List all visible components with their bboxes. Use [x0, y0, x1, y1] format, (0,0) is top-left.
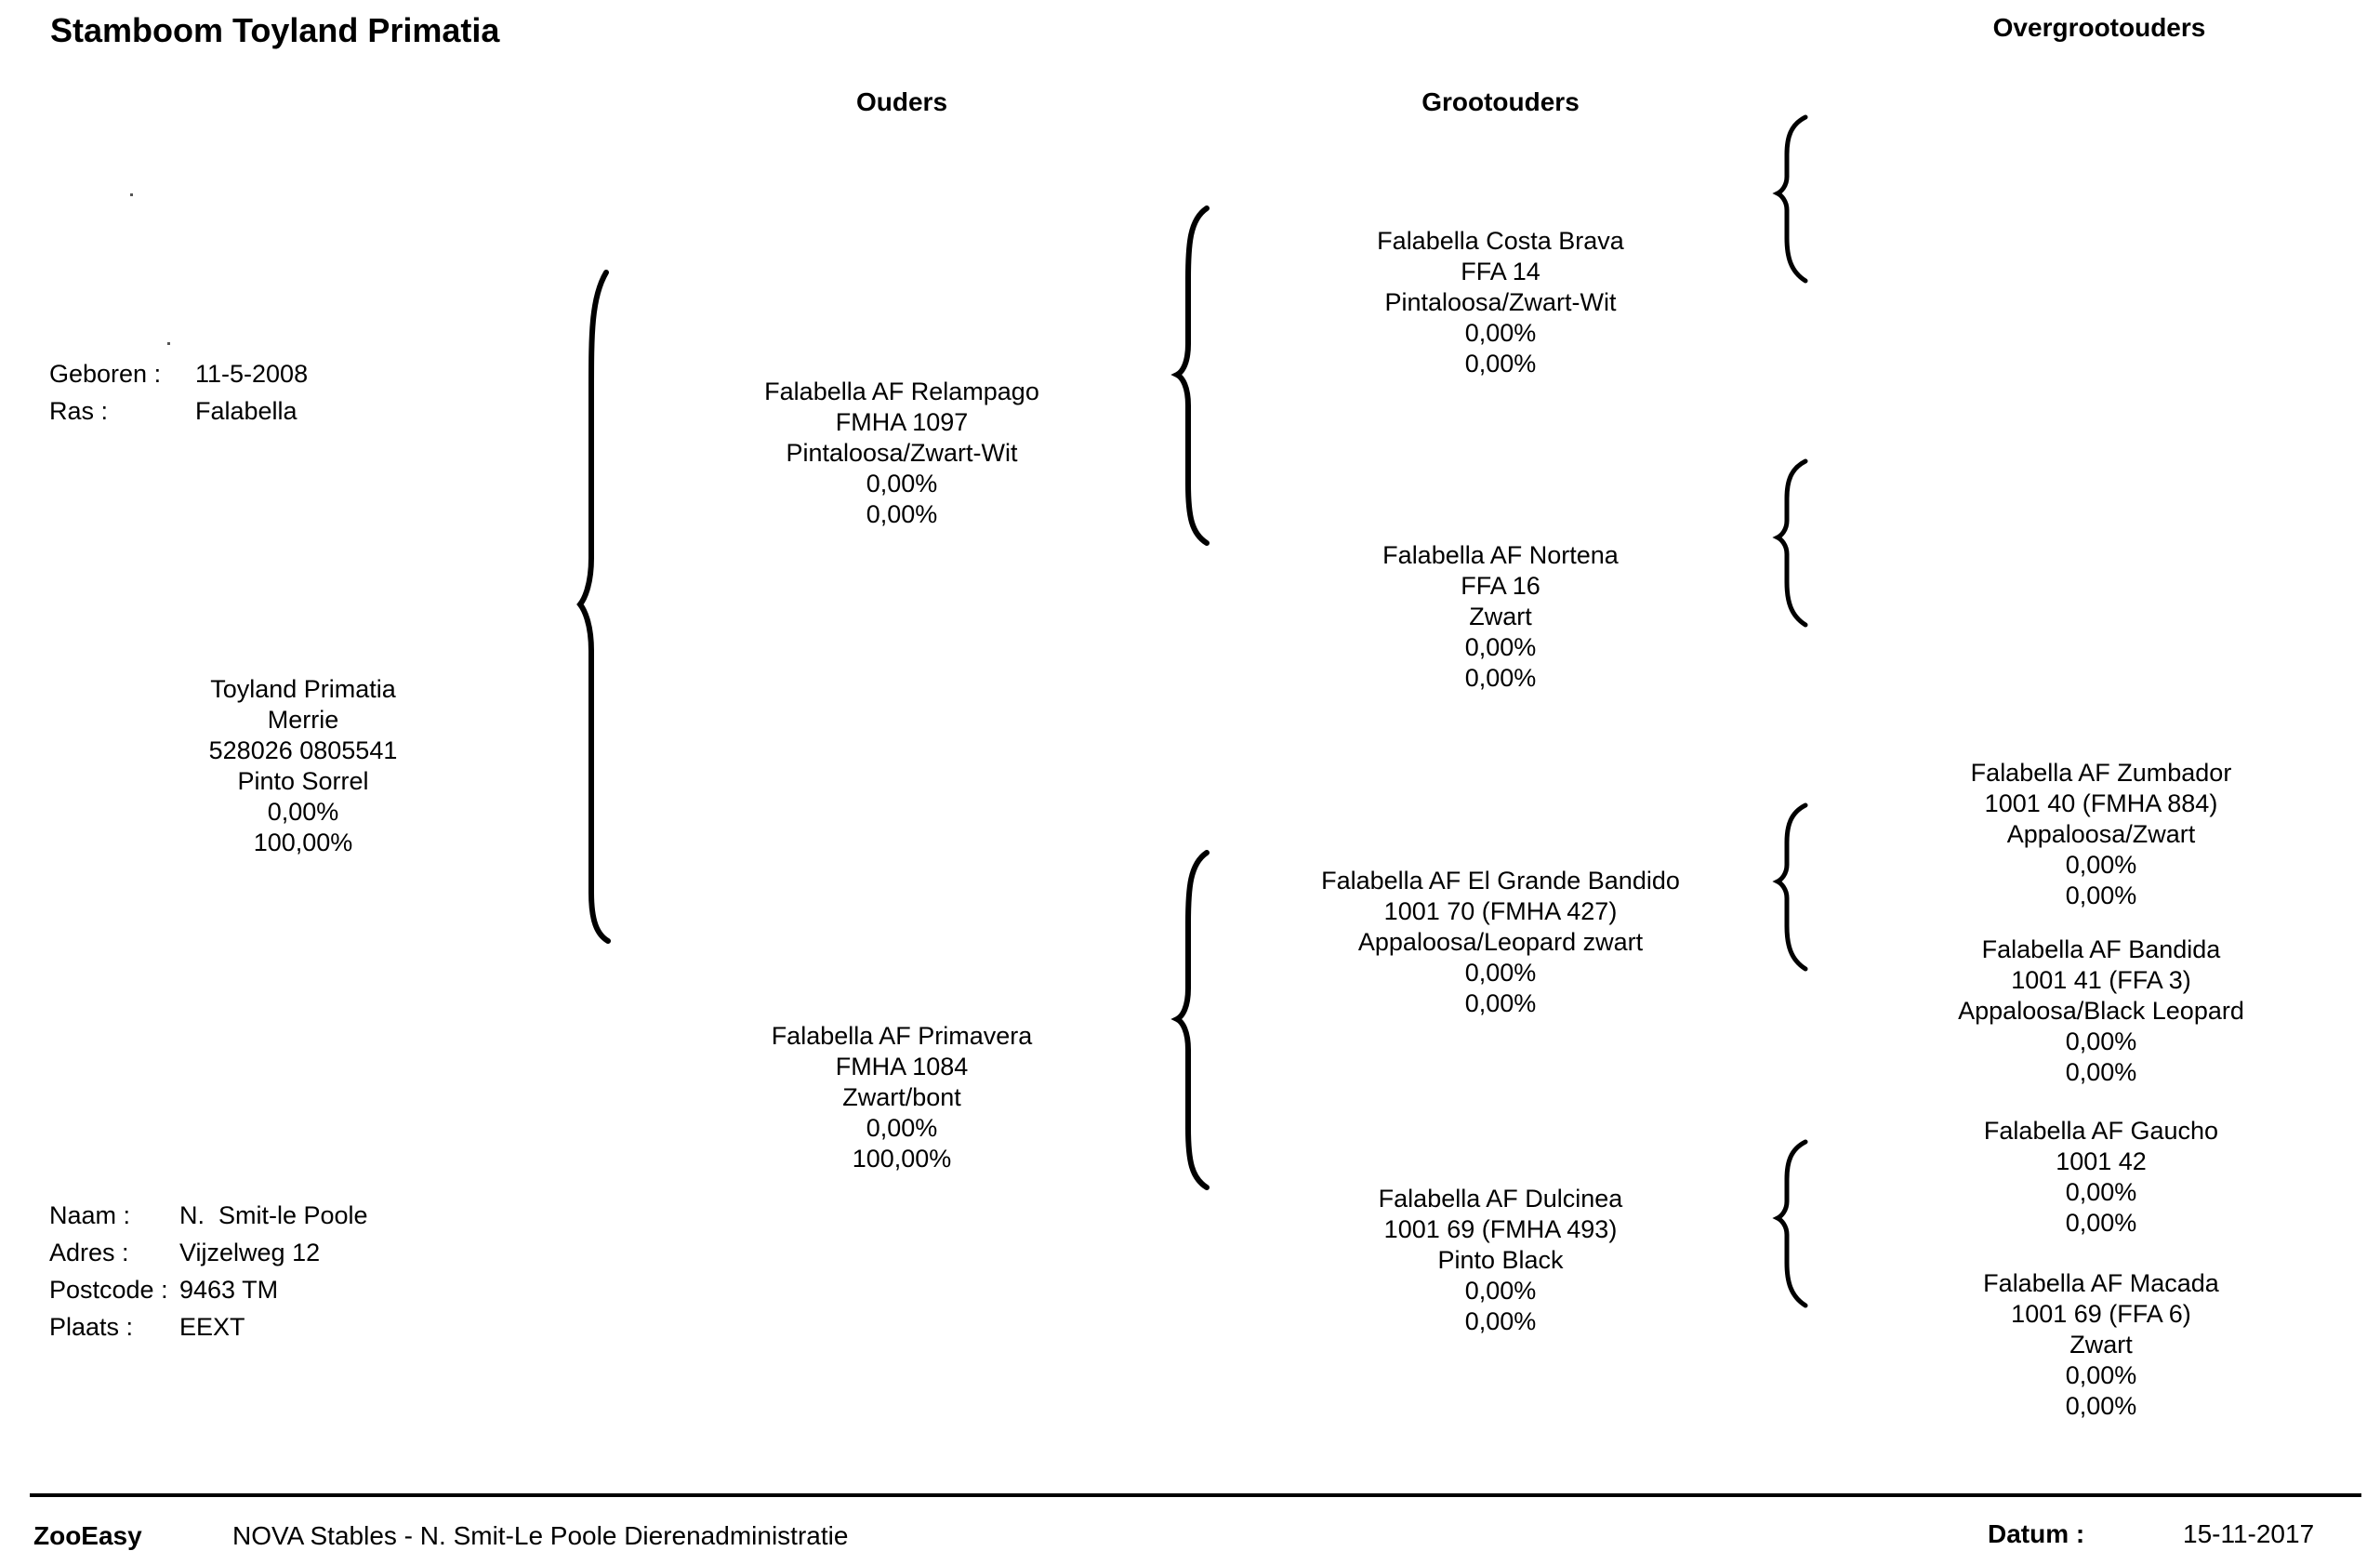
subject-color: Pinto Sorrel — [237, 767, 369, 795]
ggp-color: Appaloosa/Black Leopard — [1958, 997, 2244, 1025]
page-title: Stamboom Toyland Primatia — [50, 11, 500, 49]
ggp-reg: 1001 42 — [2056, 1147, 2147, 1175]
ggp-pct2: 0,00% — [2065, 1058, 2137, 1086]
sire-pct2: 0,00% — [866, 500, 938, 528]
gp-name: Falabella AF Nortena — [1382, 541, 1619, 569]
ggp-pct2: 0,00% — [2065, 882, 2137, 909]
dam-name: Falabella AF Primavera — [771, 1022, 1033, 1050]
ggp-color: Zwart — [2069, 1331, 2133, 1359]
gp-pct1: 0,00% — [1464, 633, 1537, 661]
ggp-pct1: 0,00% — [2065, 1361, 2137, 1389]
sire-color: Pintaloosa/Zwart-Wit — [786, 439, 1018, 467]
subject-id: 528026 0805541 — [208, 736, 398, 764]
footer-datum-label: Datum : — [1988, 1519, 2085, 1548]
ggp-pct2: 0,00% — [2065, 1392, 2137, 1420]
gp-reg: FFA 16 — [1461, 572, 1540, 600]
brace-sire — [1177, 208, 1207, 543]
footer-org: NOVA Stables - N. Smit-Le Poole Dierenadministratie — [232, 1521, 849, 1550]
naam-label: Naam : — [49, 1201, 131, 1229]
plaats-label: Plaats : — [49, 1313, 134, 1341]
gp-reg: 1001 70 (FMHA 427) — [1383, 897, 1618, 925]
gp-pct1: 0,00% — [1464, 959, 1537, 987]
brace-gp-ds — [1778, 805, 1805, 969]
sire-pct1: 0,00% — [866, 470, 938, 497]
dam-pct2: 100,00% — [852, 1145, 952, 1173]
ggp-name: Falabella AF Zumbador — [1970, 759, 2232, 787]
dam-reg: FMHA 1084 — [835, 1053, 969, 1080]
brace-gp-ss — [1778, 117, 1805, 281]
plaats-value: EEXT — [179, 1313, 245, 1341]
ggp-reg: 1001 69 (FFA 6) — [2011, 1300, 2191, 1328]
subject-name: Toyland Primatia — [210, 675, 396, 703]
footer-datum-value: 15-11-2017 — [2183, 1519, 2315, 1548]
postcode-label: Postcode : — [49, 1276, 168, 1304]
brace-dam — [1177, 853, 1207, 1187]
header-overgrootouders: Overgrootouders — [1992, 13, 2206, 42]
gp-pct2: 0,00% — [1464, 1307, 1537, 1335]
ggp-name: Falabella AF Macada — [1983, 1269, 2219, 1297]
gp-color: Pintaloosa/Zwart-Wit — [1384, 288, 1617, 316]
sire-reg: FMHA 1097 — [835, 408, 969, 436]
dam-pct1: 0,00% — [866, 1114, 938, 1142]
ras-label: Ras : — [49, 397, 109, 425]
geboren-label: Geboren : — [49, 360, 162, 388]
footer-app: ZooEasy — [33, 1521, 142, 1550]
brace-parents — [580, 272, 608, 941]
gp-pct1: 0,00% — [1464, 1277, 1537, 1305]
ggp-pct1: 0,00% — [2065, 851, 2137, 879]
brace-gp-sd — [1778, 461, 1805, 625]
ggp-pct2: 0,00% — [2065, 1209, 2137, 1237]
gp-pct1: 0,00% — [1464, 319, 1537, 347]
dam-color: Zwart/bont — [842, 1083, 961, 1111]
gp-name: Falabella Costa Brava — [1377, 227, 1624, 255]
sire-name: Falabella AF Relampago — [764, 378, 1039, 405]
ras-value: Falabella — [195, 397, 298, 425]
gp-pct2: 0,00% — [1464, 664, 1537, 692]
gp-pct2: 0,00% — [1464, 989, 1537, 1017]
gp-color: Zwart — [1469, 603, 1532, 630]
ggp-pct1: 0,00% — [2065, 1178, 2137, 1206]
brace-gp-dd — [1778, 1142, 1805, 1306]
gp-name: Falabella AF El Grande Bandido — [1321, 867, 1680, 895]
gp-pct2: 0,00% — [1464, 350, 1537, 378]
footer-divider — [30, 1493, 2361, 1497]
gp-reg: FFA 14 — [1461, 258, 1540, 285]
header-ouders: Ouders — [855, 87, 948, 116]
gp-color: Pinto Black — [1437, 1246, 1564, 1274]
ggp-name: Falabella AF Bandida — [1981, 935, 2221, 963]
ggp-reg: 1001 41 (FFA 3) — [2011, 966, 2191, 994]
ggp-reg: 1001 40 (FMHA 884) — [1984, 789, 2218, 817]
ggp-name: Falabella AF Gaucho — [1983, 1117, 2219, 1145]
ggp-pct1: 0,00% — [2065, 1027, 2137, 1055]
naam-value: N. Smit-le Poole — [179, 1201, 368, 1229]
adres-value: Vijzelweg 12 — [179, 1239, 321, 1266]
subject-pct1: 0,00% — [267, 798, 339, 826]
ggp-color: Appaloosa/Zwart — [2006, 820, 2196, 848]
gp-name: Falabella AF Dulcinea — [1378, 1185, 1623, 1213]
header-grootouders: Grootouders — [1421, 87, 1580, 116]
adres-label: Adres : — [49, 1239, 129, 1266]
gp-color: Appaloosa/Leopard zwart — [1357, 928, 1644, 956]
geboren-value: 11-5-2008 — [195, 360, 309, 388]
subject-pct2: 100,00% — [253, 829, 353, 856]
subject-gender: Merrie — [267, 706, 339, 734]
gp-reg: 1001 69 (FMHA 493) — [1383, 1215, 1618, 1243]
postcode-value: 9463 TM — [179, 1276, 279, 1304]
